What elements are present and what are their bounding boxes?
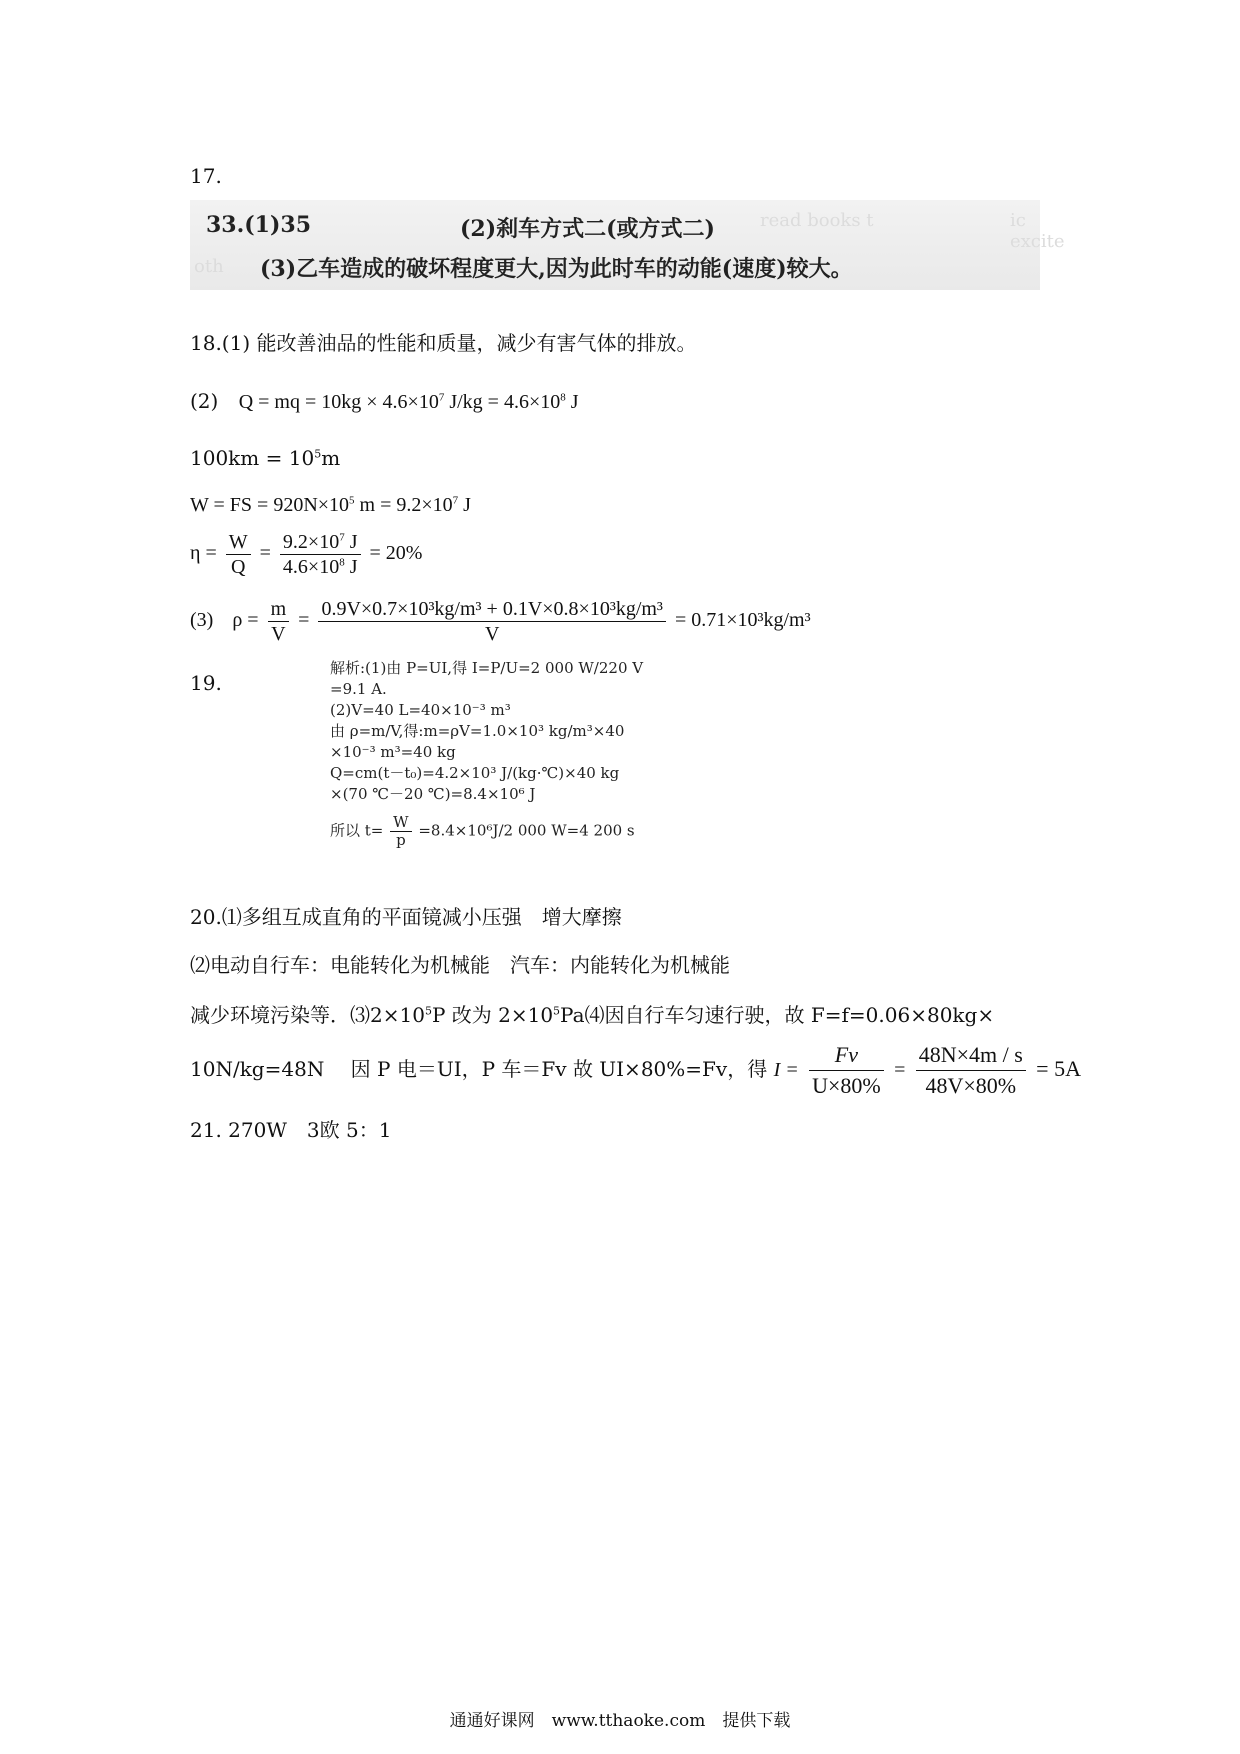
q18-eta-frac2-num-b: J: [344, 531, 358, 553]
q19-line-5: ×10⁻³ m³=40 kg: [330, 743, 456, 761]
q19-line-2: =9.1 A.: [330, 680, 387, 698]
q19-last-frac-num: W: [390, 814, 411, 832]
q18-rho-frac2: [318, 597, 666, 646]
q18-efficiency-equation: [190, 530, 422, 579]
q19-last-suffix: =8.4×10⁶J/2 000 W=4 200 s: [418, 821, 635, 840]
q18-eq-w-end: J: [458, 494, 471, 516]
q18-eq-w: W = FS = 920N×10: [190, 494, 350, 516]
q18-part2: [190, 388, 579, 415]
q20-line4-a: 10N/kg=48N 因 P 电＝UI，P 车＝Fv 故 UI×80%=Fv，得: [190, 1057, 768, 1081]
q18-dist-text: 100km = 10: [190, 446, 315, 470]
q20-line4-equals: =: [894, 1059, 906, 1081]
q18-eta-frac2-num-a: 9.2×10: [282, 531, 340, 553]
q19-line-8: [330, 814, 635, 849]
q18-eq-q-end: J: [565, 391, 579, 413]
q20-line1: 20.⑴多组互成直角的平面镜减小压强 增大摩擦: [190, 905, 622, 929]
q18-eta-result: = 20%: [369, 542, 423, 565]
q20-line3: [190, 1002, 994, 1028]
q18-eta-frac2-den-a: 4.6×10: [282, 556, 340, 578]
q18-part2-label: (2): [190, 389, 219, 413]
q19-line-3: (2)V=40 L=40×10⁻³ m³: [330, 701, 511, 719]
q18-density-equation: [190, 597, 811, 646]
q18-distance: [190, 445, 340, 471]
q20-line4-result: = 5A: [1036, 1056, 1081, 1081]
q19-line-4: 由 ρ=m/V,得:m=ρV=1.0×10³ kg/m³×40: [330, 722, 625, 740]
q18-line1: 18.(1) 能改善油品的性能和质量，减少有害气体的排放。: [190, 331, 697, 355]
q17-ghost-text-3: oth: [194, 256, 224, 277]
q18-rho-frac1-den: V: [271, 623, 286, 645]
page-footer: 通通好课网 www.tthaoke.com 提供下载: [449, 1711, 791, 1731]
q17-scanned-answer: [190, 200, 1065, 290]
q20-line4-frac2: [916, 1040, 1026, 1101]
q18-eta-equals: =: [259, 542, 271, 565]
q18-rho-frac2-num: 0.9V×0.7×10³kg/m³ + 0.1V×0.8×10³kg/m³: [318, 597, 666, 622]
q19-last-frac: [390, 814, 411, 849]
q18-eta-frac1-num: W: [226, 530, 251, 555]
q18-rho-equals: =: [298, 609, 310, 632]
q18-eta-frac2-den-b: J: [344, 556, 358, 578]
q20-line4-frac2-den: 48V×80%: [925, 1073, 1017, 1098]
q18-eq-w-mid: m = 9.2×10: [354, 494, 453, 516]
q18-dist-exp: 5: [314, 447, 322, 461]
q18-eta-frac1-den: Q: [230, 556, 246, 578]
q18-rho-lhs: ρ =: [232, 609, 259, 632]
q18-eta-frac1: [226, 530, 251, 579]
q18-eta-frac2-den-exp: 8: [339, 556, 345, 569]
q18-dist-unit: m: [321, 446, 341, 470]
q20-line4: [190, 1040, 1081, 1101]
q18-part3-label: (3): [190, 609, 214, 632]
q18-rho-result: = 0.71×10³kg/m³: [674, 609, 811, 632]
q21-line: 21. 270W 3欧 5：1: [190, 1118, 392, 1142]
q20-line4-frac1-den: U×80%: [812, 1073, 881, 1098]
q17-scan-line1-b: (2)刹车方式二(或方式二): [460, 216, 715, 242]
q17-number: 17.: [190, 164, 222, 188]
q18-eq-q: Q = mq = 10kg × 4.6×10: [238, 391, 439, 413]
q20-line3-a: 减少环境污染等．⑶2×10: [190, 1003, 425, 1027]
q18-work-equation: [190, 494, 471, 517]
q17-ghost-text-1: read books t: [760, 210, 874, 231]
q20-line4-i: I =: [773, 1059, 799, 1081]
q18-eq-q-exp1: 7: [438, 391, 445, 404]
q20-line4-frac1-num: Fv: [809, 1040, 884, 1071]
q18-rho-frac1: [268, 597, 290, 646]
q17-scan-line1-a: 33.(1)35: [206, 212, 312, 238]
q19-last-frac-den: p: [396, 831, 406, 849]
q18-eq-w-exp2: 7: [452, 494, 459, 507]
q18-rho-frac2-den: V: [484, 623, 500, 645]
q19-last-prefix: 所以 t=: [330, 821, 384, 840]
q19-line-1: 解析:(1)由 P=UI,得 I=P/U=2 000 W/220 V: [330, 659, 644, 677]
q20-line3-c: Pa⑷因自行车匀速行驶，故 F=f=0.06×80kg×: [560, 1003, 995, 1027]
q18-eta-frac2-num-exp: 7: [339, 531, 345, 544]
q19-line-7: ×(70 ℃－20 ℃)=8.4×10⁶ J: [330, 785, 536, 803]
q20-line3-exp2: 5: [553, 1004, 561, 1018]
q18-eta-frac2: [280, 530, 361, 579]
q17-scan-line2: (3)乙车造成的破坏程度更大,因为此时车的动能(速度)较大。: [260, 256, 853, 282]
q20-line2: ⑵电动自行车：电能转化为机械能 汽车：内能转化为机械能: [190, 953, 730, 977]
q20-line3-b: P 改为 2×10: [431, 1003, 554, 1027]
q18-eta-lhs: η =: [190, 542, 217, 565]
q19-line-6: Q=cm(t－t₀)=4.2×10³ J/(kg·℃)×40 kg: [330, 764, 620, 782]
q20-line4-frac2-num: 48N×4m / s: [916, 1040, 1026, 1071]
q20-line4-frac1: [809, 1040, 884, 1101]
q18-eq-q-exp2: 8: [560, 391, 566, 404]
q18-eq-w-exp1: 5: [349, 494, 355, 507]
q20-line3-exp1: 5: [424, 1004, 432, 1018]
q18-rho-frac1-num: m: [268, 597, 290, 622]
q19-number: 19.: [190, 671, 222, 695]
q18-eq-q-mid: J/kg = 4.6×10: [444, 391, 561, 413]
q17-ghost-text-2: ic excite: [1010, 210, 1065, 252]
